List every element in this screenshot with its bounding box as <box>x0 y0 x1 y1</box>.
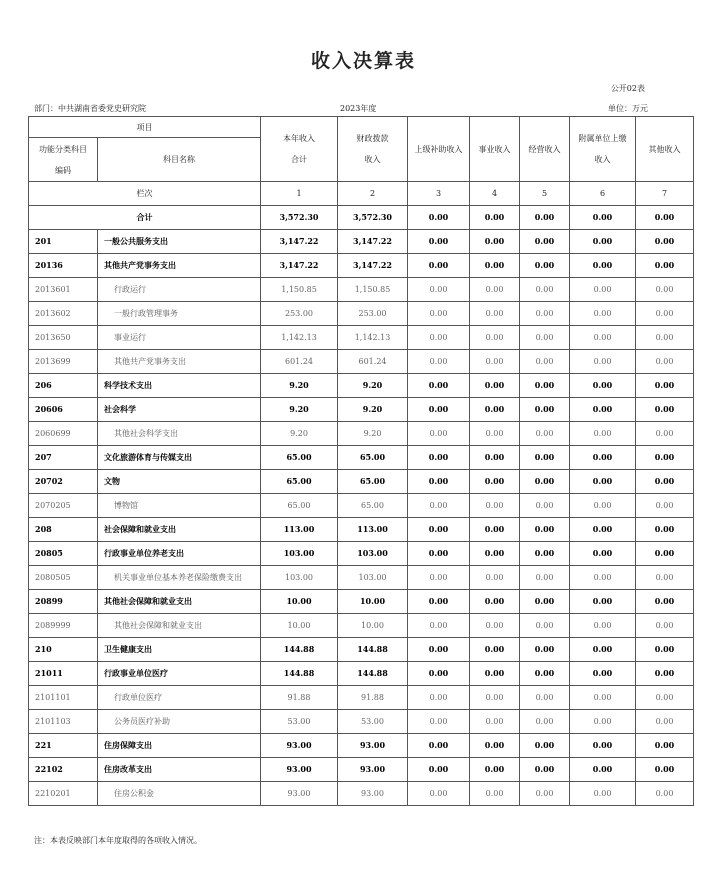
header-function-code: 功能分类科目 编码 <box>29 138 98 182</box>
row-value: 0.00 <box>636 662 694 686</box>
row-value: 1,142.13 <box>338 326 408 350</box>
row-value: 0.00 <box>470 230 520 254</box>
row-code: 206 <box>29 374 98 398</box>
row-subject-name: 卫生健康支出 <box>98 638 261 662</box>
row-value: 0.00 <box>470 326 520 350</box>
row-code: 208 <box>29 518 98 542</box>
row-value: 0.00 <box>520 494 570 518</box>
row-value: 0.00 <box>520 686 570 710</box>
page-title: 收入决算表 <box>310 50 416 72</box>
row-value: 0.00 <box>570 398 636 422</box>
row-value: 0.00 <box>470 422 520 446</box>
row-code: 20805 <box>29 542 98 566</box>
table-row <box>29 542 694 566</box>
department-label: 部门：中共湖南省委党史研究院 <box>34 104 146 113</box>
row-code: 2013650 <box>29 326 98 350</box>
total-value: 0.00 <box>570 206 636 230</box>
total-label: 合计 <box>29 206 261 230</box>
row-value: 0.00 <box>570 542 636 566</box>
row-value: 0.00 <box>470 518 520 542</box>
row-value: 93.00 <box>261 782 338 806</box>
table-row <box>29 302 694 326</box>
row-value: 0.00 <box>636 494 694 518</box>
table-row <box>29 734 694 758</box>
row-code: 2013602 <box>29 302 98 326</box>
row-value: 103.00 <box>261 542 338 566</box>
header-other-income: 其他收入 <box>636 117 694 182</box>
row-value: 9.20 <box>261 398 338 422</box>
row-subject-name: 行政事业单位医疗 <box>98 662 261 686</box>
row-value: 0.00 <box>520 758 570 782</box>
table-row <box>29 686 694 710</box>
fiscal-year-label: 2023年度 <box>340 104 377 113</box>
row-value: 0.00 <box>570 566 636 590</box>
row-subject-name: 博物馆 <box>98 494 261 518</box>
table-row <box>29 254 694 278</box>
unit-label: 单位：万元 <box>608 104 648 113</box>
row-subject-name: 社会科学 <box>98 398 261 422</box>
row-value: 0.00 <box>408 734 470 758</box>
row-code: 2210201 <box>29 782 98 806</box>
table-row <box>29 614 694 638</box>
table-row <box>29 518 694 542</box>
row-value: 0.00 <box>408 518 470 542</box>
row-value: 0.00 <box>520 302 570 326</box>
col-num: 4 <box>470 182 520 206</box>
row-value: 93.00 <box>338 782 408 806</box>
row-code: 207 <box>29 446 98 470</box>
row-subject-name: 一般行政管理事务 <box>98 302 261 326</box>
row-value: 0.00 <box>570 782 636 806</box>
row-value: 9.20 <box>261 374 338 398</box>
row-value: 0.00 <box>636 398 694 422</box>
row-value: 65.00 <box>338 494 408 518</box>
row-value: 0.00 <box>570 590 636 614</box>
row-value: 9.20 <box>338 374 408 398</box>
row-value: 0.00 <box>520 470 570 494</box>
row-subject-name: 其他共产党事务支出 <box>98 254 261 278</box>
row-subject-name: 其他共产党事务支出 <box>98 350 261 374</box>
row-code: 2013601 <box>29 278 98 302</box>
row-value: 0.00 <box>520 230 570 254</box>
row-value: 0.00 <box>636 710 694 734</box>
income-table <box>28 116 694 806</box>
row-value: 0.00 <box>408 494 470 518</box>
row-value: 0.00 <box>520 518 570 542</box>
header-affiliated: 附属单位上缴 收入 <box>570 117 636 182</box>
row-value: 53.00 <box>338 710 408 734</box>
row-value: 0.00 <box>408 638 470 662</box>
row-value: 0.00 <box>570 302 636 326</box>
table-row <box>29 350 694 374</box>
footnote: 注：本表反映部门本年度取得的各项收入情况。 <box>34 836 202 845</box>
row-value: 0.00 <box>470 446 520 470</box>
row-subject-name: 其他社会保障和就业支出 <box>98 614 261 638</box>
row-value: 0.00 <box>470 710 520 734</box>
table-row <box>29 422 694 446</box>
row-value: 0.00 <box>636 566 694 590</box>
row-value: 0.00 <box>470 278 520 302</box>
row-value: 0.00 <box>470 374 520 398</box>
row-value: 0.00 <box>570 230 636 254</box>
row-value: 0.00 <box>636 422 694 446</box>
row-value: 0.00 <box>636 278 694 302</box>
row-value: 0.00 <box>570 662 636 686</box>
row-value: 0.00 <box>408 614 470 638</box>
col-num: 1 <box>261 182 338 206</box>
row-code: 20136 <box>29 254 98 278</box>
header-operation-income: 经营收入 <box>520 117 570 182</box>
row-value: 1,150.85 <box>261 278 338 302</box>
row-code: 2101103 <box>29 710 98 734</box>
row-value: 0.00 <box>636 542 694 566</box>
row-subject-name: 住房改革支出 <box>98 758 261 782</box>
row-value: 0.00 <box>408 326 470 350</box>
row-value: 144.88 <box>261 662 338 686</box>
row-code: 2089999 <box>29 614 98 638</box>
header-row-no: 栏次 <box>29 182 261 206</box>
row-subject-name: 科学技术支出 <box>98 374 261 398</box>
header-fiscal: 财政拨款 收入 <box>338 117 408 182</box>
row-value: 0.00 <box>520 566 570 590</box>
row-subject-name: 文化旅游体育与传媒支出 <box>98 446 261 470</box>
row-value: 0.00 <box>570 614 636 638</box>
row-value: 0.00 <box>636 302 694 326</box>
row-subject-name: 一般公共服务支出 <box>98 230 261 254</box>
row-value: 0.00 <box>470 542 520 566</box>
row-value: 0.00 <box>408 302 470 326</box>
row-value: 0.00 <box>408 398 470 422</box>
row-value: 0.00 <box>408 590 470 614</box>
row-code: 2101101 <box>29 686 98 710</box>
row-value: 0.00 <box>636 614 694 638</box>
row-value: 3,147.22 <box>261 230 338 254</box>
row-value: 0.00 <box>636 782 694 806</box>
table-row <box>29 662 694 686</box>
row-value: 65.00 <box>338 446 408 470</box>
row-value: 0.00 <box>570 710 636 734</box>
header-subject-name: 科目名称 <box>98 138 261 182</box>
row-value: 93.00 <box>338 758 408 782</box>
row-value: 0.00 <box>470 638 520 662</box>
row-value: 0.00 <box>408 446 470 470</box>
row-value: 91.88 <box>261 686 338 710</box>
row-value: 0.00 <box>408 686 470 710</box>
row-value: 0.00 <box>636 638 694 662</box>
row-value: 0.00 <box>636 326 694 350</box>
row-value: 0.00 <box>470 614 520 638</box>
header-upper-subsidy: 上级补助收入 <box>408 117 470 182</box>
row-value: 0.00 <box>636 350 694 374</box>
row-value: 0.00 <box>570 758 636 782</box>
row-value: 0.00 <box>408 254 470 278</box>
table-row <box>29 446 694 470</box>
row-value: 0.00 <box>408 566 470 590</box>
row-value: 0.00 <box>636 254 694 278</box>
row-subject-name: 事业运行 <box>98 326 261 350</box>
table-row <box>29 566 694 590</box>
total-value: 0.00 <box>470 206 520 230</box>
row-value: 0.00 <box>570 734 636 758</box>
row-value: 253.00 <box>338 302 408 326</box>
row-value: 0.00 <box>520 734 570 758</box>
row-value: 0.00 <box>470 566 520 590</box>
row-value: 0.00 <box>570 446 636 470</box>
row-value: 0.00 <box>520 254 570 278</box>
row-value: 65.00 <box>261 446 338 470</box>
row-value: 0.00 <box>470 782 520 806</box>
row-value: 9.20 <box>261 422 338 446</box>
row-value: 0.00 <box>636 374 694 398</box>
row-code: 20899 <box>29 590 98 614</box>
row-value: 0.00 <box>520 590 570 614</box>
form-number: 公开02表 <box>610 84 645 93</box>
row-value: 144.88 <box>338 662 408 686</box>
row-code: 2070205 <box>29 494 98 518</box>
table-row <box>29 374 694 398</box>
total-value: 0.00 <box>636 206 694 230</box>
row-value: 0.00 <box>570 374 636 398</box>
row-subject-name: 社会保障和就业支出 <box>98 518 261 542</box>
row-code: 21011 <box>29 662 98 686</box>
row-value: 144.88 <box>261 638 338 662</box>
row-value: 0.00 <box>408 662 470 686</box>
row-value: 1,142.13 <box>261 326 338 350</box>
row-subject-name: 文物 <box>98 470 261 494</box>
row-value: 0.00 <box>408 278 470 302</box>
row-value: 0.00 <box>636 758 694 782</box>
row-value: 103.00 <box>338 566 408 590</box>
col-num: 5 <box>520 182 570 206</box>
row-value: 253.00 <box>261 302 338 326</box>
header-item: 项目 <box>29 117 261 138</box>
table-row <box>29 710 694 734</box>
row-subject-name: 住房公积金 <box>98 782 261 806</box>
row-value: 0.00 <box>470 398 520 422</box>
row-code: 2060699 <box>29 422 98 446</box>
row-value: 0.00 <box>520 446 570 470</box>
row-value: 0.00 <box>570 254 636 278</box>
row-value: 93.00 <box>261 734 338 758</box>
row-value: 0.00 <box>520 710 570 734</box>
row-value: 0.00 <box>520 542 570 566</box>
row-code: 22102 <box>29 758 98 782</box>
row-subject-name: 行政事业单位养老支出 <box>98 542 261 566</box>
row-value: 9.20 <box>338 398 408 422</box>
row-subject-name: 公务员医疗补助 <box>98 710 261 734</box>
row-value: 0.00 <box>636 734 694 758</box>
col-num: 3 <box>408 182 470 206</box>
row-value: 601.24 <box>261 350 338 374</box>
row-value: 0.00 <box>636 230 694 254</box>
row-subject-name: 其他社会保障和就业支出 <box>98 590 261 614</box>
row-code: 2013699 <box>29 350 98 374</box>
row-code: 2080505 <box>29 566 98 590</box>
row-value: 93.00 <box>261 758 338 782</box>
row-value: 53.00 <box>261 710 338 734</box>
row-code: 221 <box>29 734 98 758</box>
row-value: 10.00 <box>261 590 338 614</box>
row-value: 0.00 <box>408 542 470 566</box>
row-value: 0.00 <box>570 422 636 446</box>
table-row <box>29 590 694 614</box>
table-row <box>29 470 694 494</box>
table-row <box>29 230 694 254</box>
total-row <box>29 206 694 230</box>
row-value: 103.00 <box>261 566 338 590</box>
table-row <box>29 782 694 806</box>
row-subject-name: 行政单位医疗 <box>98 686 261 710</box>
row-code: 20606 <box>29 398 98 422</box>
row-value: 0.00 <box>520 422 570 446</box>
header-career-income: 事业收入 <box>470 117 520 182</box>
row-value: 10.00 <box>338 614 408 638</box>
total-value: 3,572.30 <box>338 206 408 230</box>
header-annual-income: 本年收入 合计 <box>261 117 338 182</box>
row-value: 144.88 <box>338 638 408 662</box>
row-value: 0.00 <box>408 710 470 734</box>
table-row <box>29 278 694 302</box>
row-value: 0.00 <box>408 470 470 494</box>
row-value: 0.00 <box>408 782 470 806</box>
row-value: 0.00 <box>570 470 636 494</box>
row-value: 65.00 <box>261 470 338 494</box>
row-value: 0.00 <box>636 446 694 470</box>
row-value: 65.00 <box>261 494 338 518</box>
col-num: 6 <box>570 182 636 206</box>
total-value: 3,572.30 <box>261 206 338 230</box>
row-value: 0.00 <box>520 350 570 374</box>
table-row <box>29 758 694 782</box>
total-value: 0.00 <box>408 206 470 230</box>
row-value: 0.00 <box>520 398 570 422</box>
row-value: 0.00 <box>408 758 470 782</box>
row-value: 0.00 <box>408 350 470 374</box>
row-value: 0.00 <box>470 350 520 374</box>
row-value: 0.00 <box>570 518 636 542</box>
row-subject-name: 住房保障支出 <box>98 734 261 758</box>
row-value: 9.20 <box>338 422 408 446</box>
row-value: 0.00 <box>636 590 694 614</box>
row-value: 3,147.22 <box>338 254 408 278</box>
row-value: 3,147.22 <box>338 230 408 254</box>
row-value: 0.00 <box>470 662 520 686</box>
row-code: 201 <box>29 230 98 254</box>
row-subject-name: 其他社会科学支出 <box>98 422 261 446</box>
row-value: 0.00 <box>470 686 520 710</box>
row-value: 0.00 <box>520 374 570 398</box>
row-value: 601.24 <box>338 350 408 374</box>
row-code: 210 <box>29 638 98 662</box>
row-value: 0.00 <box>470 758 520 782</box>
table-row <box>29 326 694 350</box>
row-value: 91.88 <box>338 686 408 710</box>
row-value: 0.00 <box>408 230 470 254</box>
row-value: 0.00 <box>636 686 694 710</box>
row-value: 0.00 <box>470 302 520 326</box>
row-value: 10.00 <box>338 590 408 614</box>
row-value: 0.00 <box>570 278 636 302</box>
row-value: 0.00 <box>408 374 470 398</box>
row-value: 0.00 <box>636 470 694 494</box>
row-value: 0.00 <box>470 734 520 758</box>
row-value: 0.00 <box>470 494 520 518</box>
row-code: 20702 <box>29 470 98 494</box>
row-value: 0.00 <box>470 590 520 614</box>
table-row <box>29 494 694 518</box>
row-value: 0.00 <box>520 638 570 662</box>
row-value: 0.00 <box>520 614 570 638</box>
row-value: 0.00 <box>520 326 570 350</box>
row-value: 0.00 <box>570 326 636 350</box>
row-value: 113.00 <box>261 518 338 542</box>
row-value: 0.00 <box>520 782 570 806</box>
row-subject-name: 行政运行 <box>98 278 261 302</box>
row-value: 0.00 <box>570 686 636 710</box>
row-value: 0.00 <box>570 350 636 374</box>
total-value: 0.00 <box>520 206 570 230</box>
table-row <box>29 638 694 662</box>
row-value: 113.00 <box>338 518 408 542</box>
col-num: 7 <box>636 182 694 206</box>
row-value: 0.00 <box>408 422 470 446</box>
table-row <box>29 398 694 422</box>
row-value: 3,147.22 <box>261 254 338 278</box>
row-value: 1,150.85 <box>338 278 408 302</box>
row-value: 0.00 <box>520 278 570 302</box>
row-value: 0.00 <box>636 518 694 542</box>
row-value: 65.00 <box>338 470 408 494</box>
col-num: 2 <box>338 182 408 206</box>
row-value: 0.00 <box>470 470 520 494</box>
row-value: 103.00 <box>338 542 408 566</box>
row-value: 93.00 <box>338 734 408 758</box>
row-value: 0.00 <box>470 254 520 278</box>
row-value: 0.00 <box>570 494 636 518</box>
row-value: 10.00 <box>261 614 338 638</box>
row-subject-name: 机关事业单位基本养老保险缴费支出 <box>98 566 261 590</box>
row-value: 0.00 <box>520 662 570 686</box>
row-value: 0.00 <box>570 638 636 662</box>
